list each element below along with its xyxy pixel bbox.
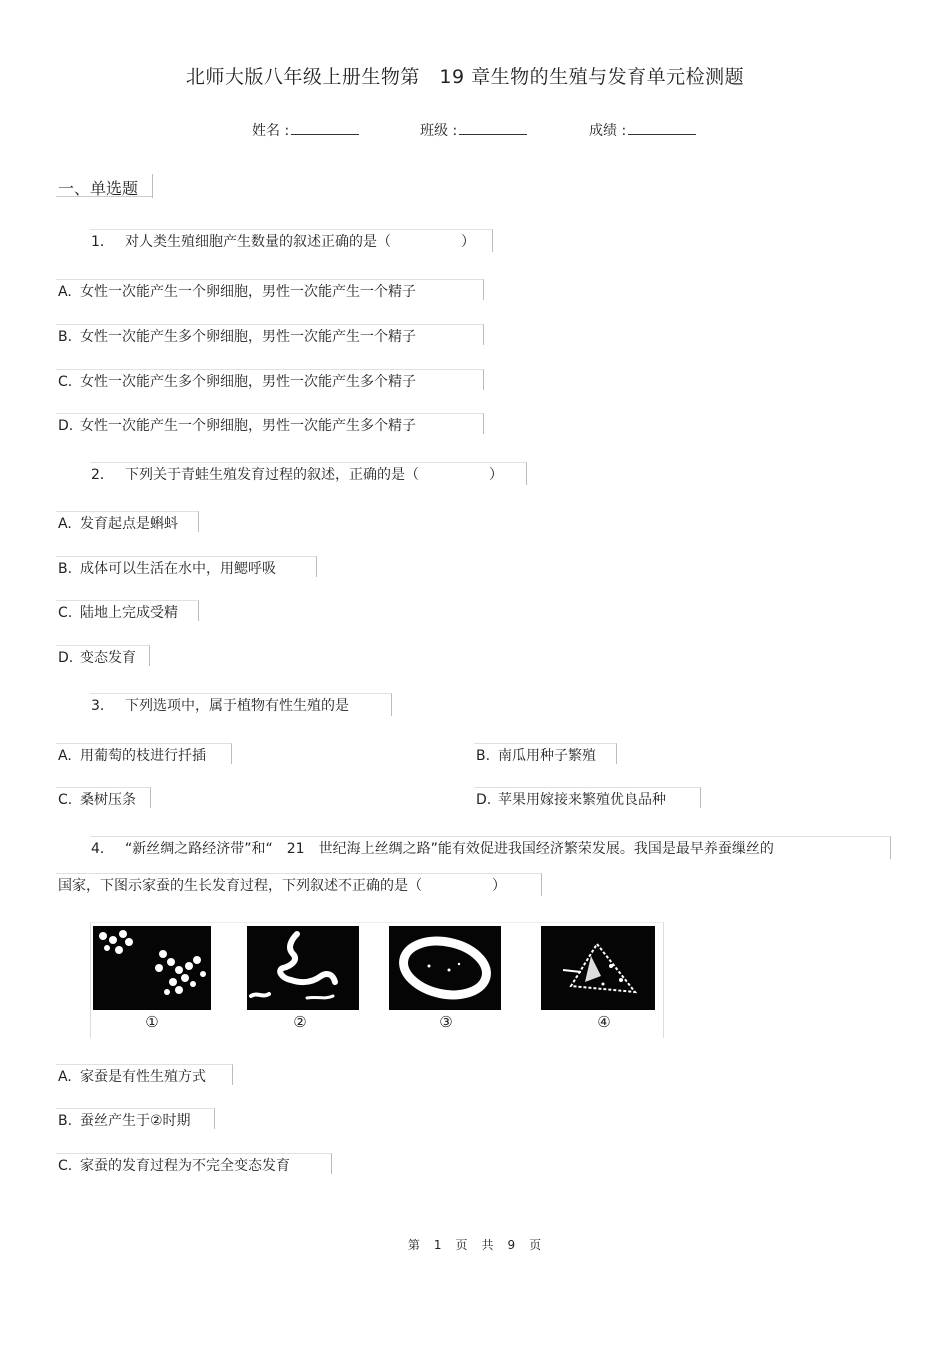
option-3a[interactable]: A. 用葡萄的枝进行扦插: [58, 748, 206, 764]
option-1a[interactable]: A. 女性一次能产生一个卵细胞，男性一次能产生一个精子: [58, 284, 416, 300]
score-label: 成绩 :: [589, 123, 627, 139]
name-label: 姓名 :: [252, 123, 290, 139]
silkworm-lifecycle-figure: [90, 922, 664, 1038]
question-text: “新丝绸之路经济带”和“ 21 世纪海上丝绸之路”能有效促进我国经济繁荣发展。我国是最早养蚕缫丝的: [125, 841, 774, 857]
question-number: 2．: [91, 467, 114, 483]
class-blank[interactable]: [459, 120, 527, 135]
adult-stage-image: [541, 926, 655, 1010]
question-number: 3．: [91, 698, 114, 714]
score-field[interactable]: [589, 120, 696, 140]
option-4b[interactable]: B. 蚕丝产生于②时期: [58, 1113, 191, 1129]
section-heading: 一、单选题: [58, 179, 139, 198]
pupa-stage-image: [389, 926, 501, 1010]
option-3d[interactable]: D. 苹果用嫁接来繁殖优良品种: [476, 792, 666, 808]
page-title: 北师大版八年级上册生物第 19 章生物的生殖与发育单元检测题: [185, 66, 745, 88]
option-2c[interactable]: C. 陆地上完成受精: [58, 605, 178, 621]
option-2b[interactable]: B. 成体可以生活在水中，用鳃呼吸: [58, 561, 276, 577]
larva-stage-image: [247, 926, 359, 1010]
figure-label-3: ③: [439, 1013, 453, 1031]
question-text: 对人类生殖细胞产生数量的叙述正确的是（ ）: [125, 234, 475, 250]
score-blank[interactable]: [628, 120, 696, 135]
option-1b[interactable]: B. 女性一次能产生多个卵细胞，男性一次能产生一个精子: [58, 329, 416, 345]
name-blank[interactable]: [291, 120, 359, 135]
option-3b[interactable]: B. 南瓜用种子繁殖: [476, 748, 596, 764]
question-text: 下列关于青蛙生殖发育过程的叙述，正确的是（ ）: [125, 467, 503, 483]
option-1c[interactable]: C. 女性一次能产生多个卵细胞，男性一次能产生多个精子: [58, 374, 416, 390]
question-4: [91, 838, 774, 858]
option-4a[interactable]: A. 家蚕是有性生殖方式: [58, 1069, 206, 1085]
name-field[interactable]: [252, 120, 359, 140]
class-label: 班级 :: [420, 123, 458, 139]
question-2: [91, 464, 503, 484]
section-underline: [56, 196, 153, 198]
question-number: 4．: [91, 841, 114, 857]
question-text: 下列选项中，属于植物有性生殖的是: [125, 698, 349, 714]
question-3: [91, 695, 349, 715]
option-1d[interactable]: D. 女性一次能产生一个卵细胞，男性一次能产生多个精子: [58, 418, 416, 434]
option-2d[interactable]: D. 变态发育: [58, 650, 136, 666]
option-3c[interactable]: C. 桑树压条: [58, 792, 136, 808]
figure-label-1: ①: [145, 1013, 159, 1031]
figure-label-2: ②: [293, 1013, 307, 1031]
section-divider: [152, 174, 153, 198]
egg-stage-image: [93, 926, 211, 1010]
question-1: [91, 231, 475, 251]
page-footer: 第 1 页 共 9 页: [407, 1238, 543, 1252]
question-4-line2: 国家，下图示家蚕的生长发育过程，下列叙述不正确的是（ ）: [58, 878, 506, 894]
option-2a[interactable]: A. 发育起点是蝌蚪: [58, 516, 178, 532]
option-4c[interactable]: C. 家蚕的发育过程为不完全变态发育: [58, 1158, 290, 1174]
class-field[interactable]: [420, 120, 527, 140]
question-number: 1．: [91, 234, 114, 250]
figure-label-4: ④: [597, 1013, 611, 1031]
